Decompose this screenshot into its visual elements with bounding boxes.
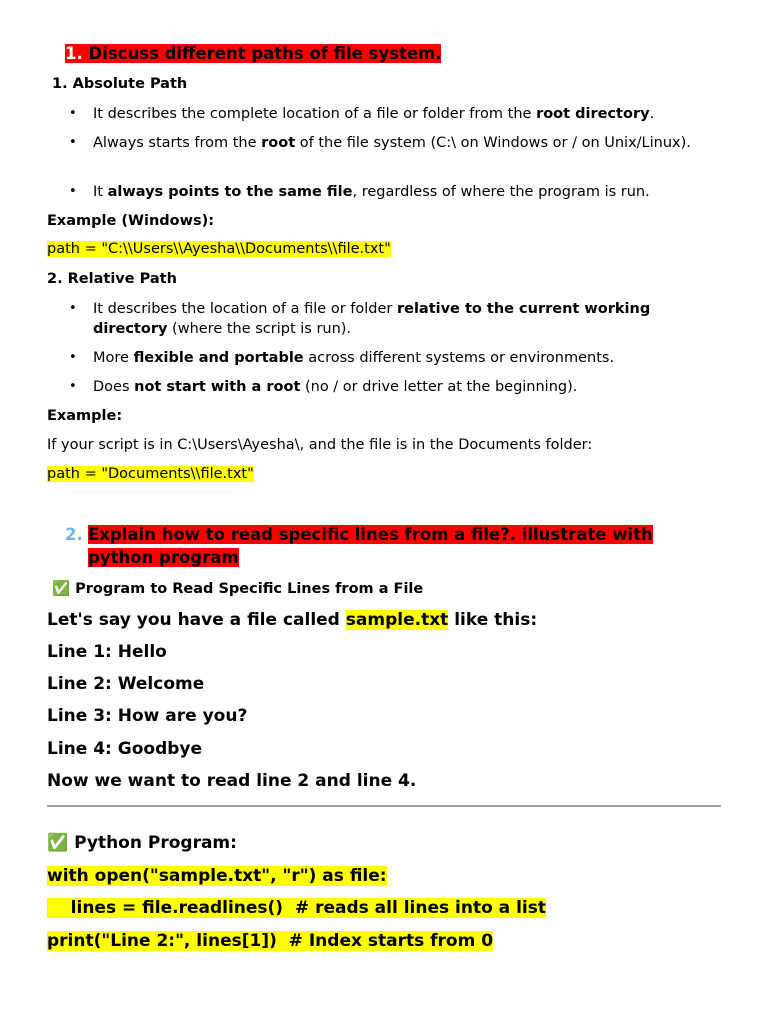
sample-line: Line 2: Welcome — [47, 674, 205, 694]
python-program-heading: ✅ Python Program: — [47, 833, 237, 853]
question-1-title — [65, 42, 441, 65]
relative-path-heading: 2. Relative Path — [47, 271, 177, 287]
example-windows-label: Example (Windows): — [47, 213, 215, 229]
bullet-dot-icon: • — [69, 135, 77, 150]
relative-bullet-3: Does not start with a root (no / or drive letter at the beginning). — [93, 379, 578, 395]
relative-example-code: path = "Documents\\file.txt" — [47, 466, 254, 482]
sample-line: Line 4: Goodbye — [47, 739, 203, 759]
absolute-example-code: path = "C:\\Users\\Ayesha\\Documents\\file.txt" — [47, 241, 391, 257]
goal-text: Now we want to read line 2 and line 4. — [47, 771, 417, 791]
absolute-bullet-2: Always starts from the root of the file system (C:\ on Windows or / on Unix/Linux). — [93, 135, 691, 151]
code-line: lines = file.readlines() # reads all lines into a list — [47, 898, 546, 918]
sample-line: Line 1: Hello — [47, 642, 167, 662]
bullet-dot-icon: • — [69, 379, 77, 394]
relative-bullet-1: It describes the location of a file or folder relative to the current working directory (where the script is run). — [93, 301, 651, 337]
bullet-dot-icon: • — [69, 301, 77, 316]
code-line: print("Line 2:", lines[1]) # Index starts from 0 — [47, 931, 494, 951]
horizontal-divider — [47, 805, 721, 807]
question-number: 1. — [65, 44, 83, 63]
question-2-title: 2. Explain how to read specific lines from a file?. illustrate with python program — [65, 525, 653, 567]
relative-example-text: If your script is in C:\Users\Ayesha\, and the file is in the Documents folder: — [47, 437, 593, 453]
bullet-dot-icon: • — [69, 106, 77, 121]
relative-bullet-2: More flexible and portable across different systems or environments. — [93, 350, 615, 366]
code-line: with open("sample.txt", "r") as file: — [47, 866, 387, 886]
absolute-bullet-3: It always points to the same file, regardless of where the program is run. — [93, 184, 650, 200]
question-text: Discuss different paths of file system. — [88, 44, 442, 63]
example-label: Example: — [47, 408, 123, 424]
bullet-dot-icon: • — [69, 350, 77, 365]
question-number: 2. — [65, 525, 83, 544]
intro-text: Let's say you have a file called sample.txt like this: — [47, 610, 538, 630]
bullet-dot-icon: • — [69, 184, 77, 199]
sample-line: Line 3: How are you? — [47, 706, 248, 726]
program-heading: ✅ Program to Read Specific Lines from a File — [52, 581, 424, 597]
absolute-path-heading: 1. Absolute Path — [52, 76, 188, 92]
absolute-bullet-1: It describes the complete location of a file or folder from the root directory. — [93, 106, 655, 122]
